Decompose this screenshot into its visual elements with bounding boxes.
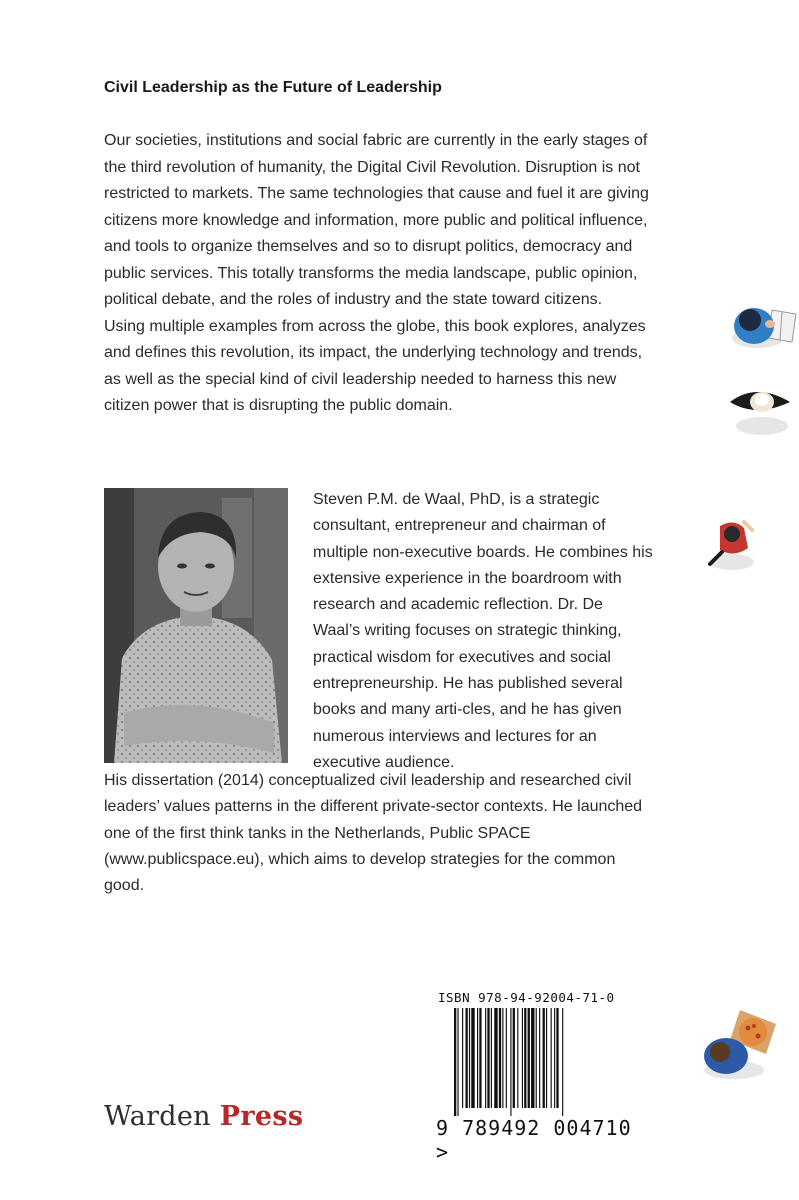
barcode-bar <box>479 1008 481 1108</box>
barcode-bar <box>524 1008 526 1108</box>
author-bio-continued <box>104 768 652 899</box>
barcode-bar <box>494 1008 497 1108</box>
barcode-bar <box>554 1008 555 1108</box>
author-bio-paragraph: Steven P.M. de Waal, PhD, is a strategic consultant, entrepreneur and chairman of multiple non-executive boards. He combines his extensive experience in the boardroom with research and academic reflection. Dr. De Waal’s writing focuses on strategic thinking, practical wisdom for executives and social entrepreneurship. He has published several books and many arti-cles, and he has given numerous interviews and lectures for an executive audience. <box>313 491 653 771</box>
blurb-paragraph-2: Using multiple examples from across the globe, this book explores, analyzes and defines this revolution, its impact, the underlying technology and trends, as well as the special kind of civil leadership needed to harness this new citizen power that is disrupting the public domain. <box>104 317 646 414</box>
barcode-bar <box>543 1008 545 1108</box>
barcode-bar <box>491 1008 492 1108</box>
publisher-logo <box>104 1101 303 1132</box>
barcode-bar <box>546 1008 547 1108</box>
barcode-bar <box>539 1008 540 1108</box>
person-pizza-icon <box>690 1006 786 1086</box>
person-hat-icon <box>726 378 798 442</box>
barcode-bar <box>562 1008 563 1116</box>
barcode-bar <box>454 1008 456 1116</box>
barcode-bar <box>462 1008 463 1108</box>
barcode-bar <box>502 1008 503 1108</box>
author-photo <box>104 488 288 763</box>
barcode-bar <box>551 1008 552 1108</box>
publisher-name-part-2: Press <box>219 1101 304 1132</box>
barcode-bar <box>536 1008 537 1108</box>
barcode-bar <box>466 1008 468 1108</box>
barcode-digits: 9 789492 004710 > <box>436 1116 632 1164</box>
barcode-bar <box>485 1008 486 1108</box>
person-walking-icon <box>700 512 764 576</box>
isbn-label: ISBN 978-94-92004-71-0 <box>438 990 615 1005</box>
barcode-bar <box>556 1008 558 1108</box>
barcode-bar <box>531 1008 534 1108</box>
barcode-bar <box>499 1008 501 1108</box>
barcode-bar <box>487 1008 489 1108</box>
publisher-name-part-1: Warden <box>104 1101 211 1132</box>
blurb-paragraph-1: Our societies, institutions and social fabric are currently in the early stages of the third revolution of humanity, the Digital Civil Revolution. Disruption is not restricted to markets. The same technologies that cause and fuel it are giving citizens more knowledge and information, more public and political influence, and tools to organize themselves and so to disrupt politics, democracy and public services. This totally transforms the media landscape, public opinion, political debate, and the roles of industry and the state toward citizens. <box>104 132 649 308</box>
person-reading-icon <box>720 296 799 356</box>
barcode-bar <box>457 1008 458 1116</box>
barcode-bar <box>513 1008 515 1108</box>
barcode-bar <box>522 1008 523 1108</box>
barcode-bars <box>454 1008 644 1116</box>
author-bio-continued-paragraph: His dissertation (2014) conceptualized civil leadership and researched civil leaders’ values patterns in the different private-sector contexts. He launched one of the first think tanks in the Netherlands, Public SPACE (www.publicspace.eu), which aims to develop strategies for the common good. <box>104 772 643 895</box>
book-blurb <box>104 128 652 420</box>
barcode-bar <box>506 1008 507 1108</box>
barcode-bar <box>528 1008 530 1108</box>
barcode-bar <box>510 1008 511 1116</box>
author-bio-side <box>313 487 653 776</box>
barcode-bar <box>517 1008 518 1108</box>
book-title: Civil Leadership as the Future of Leadership <box>104 79 442 96</box>
barcode-bar <box>477 1008 478 1108</box>
barcode-bar <box>469 1008 470 1108</box>
barcode-bar <box>471 1008 474 1108</box>
